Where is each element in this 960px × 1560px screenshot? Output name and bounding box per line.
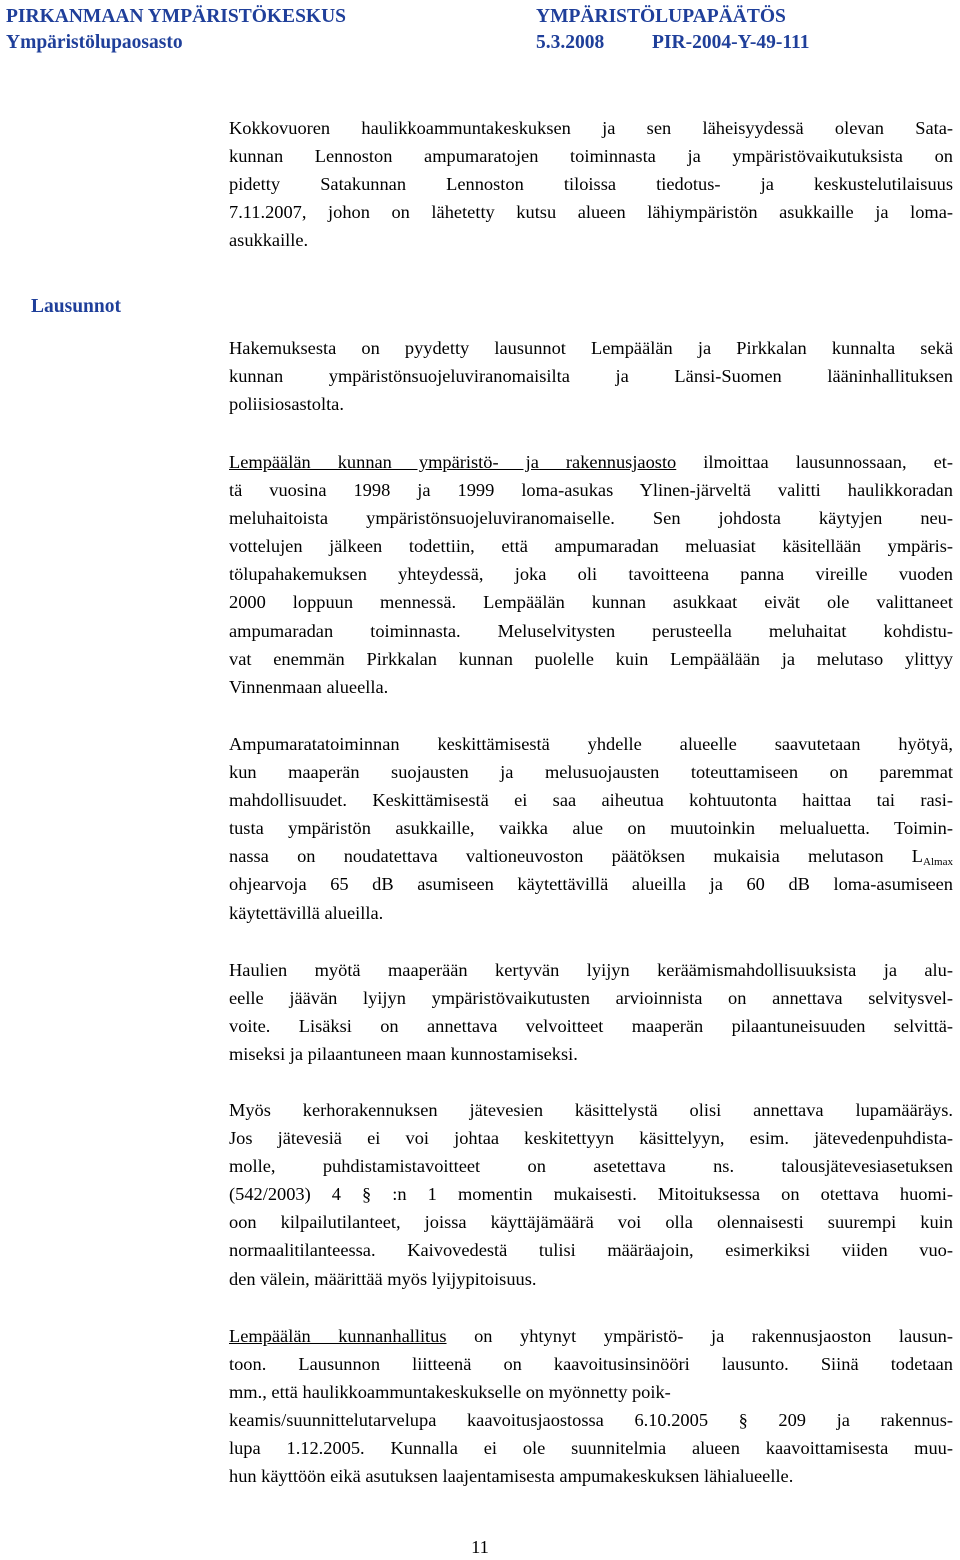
- text-run: on yhtynyt ympäristö- ja rakennusjaoston lausun-: [446, 1326, 953, 1346]
- header-reference: PIR-2004-Y-49-111: [652, 32, 810, 53]
- paragraph-7: [229, 1322, 953, 1491]
- text-line: toon. Lausunnon liitteenä on kaavoitusinsinööri lausunto. Siinä todetaan: [229, 1354, 953, 1375]
- text-line: meluhaitoista ympäristönsuojeluviranomaiselle. Sen johdosta käytyjen neu-: [229, 508, 953, 529]
- paragraph-6: [229, 1096, 953, 1293]
- text-line: den välein, määrittää myös lyijypitoisuus.: [229, 1268, 537, 1289]
- text-line: pidetty Satakunnan Lennoston tiloissa tiedotus- ja keskustelutilaisuus: [229, 174, 953, 195]
- header-department: Ympäristölupaosasto: [6, 32, 183, 53]
- text-line: tusta ympäristön asukkaille, vaikka alue on muutoinkin melualuetta. Toimin-: [229, 818, 953, 839]
- text-line: voite. Lisäksi on annettava velvoitteet maaperän pilaantuneisuuden selvittä-: [229, 1016, 953, 1037]
- header-doc-type: YMPÄRISTÖLUPAPÄÄTÖS: [536, 6, 786, 27]
- section-heading-lausunnot: Lausunnot: [31, 296, 121, 317]
- text-line: ohjearvoja 65 dB asumiseen käytettävillä alueilla ja 60 dB loma-asumiseen: [229, 874, 953, 895]
- text-line: [229, 448, 953, 476]
- page-header: [6, 4, 954, 56]
- text-line: Ampumaratatoiminnan keskittämisestä yhdelle alueelle saavutetaan hyötyä,: [229, 734, 953, 754]
- text-line: miseksi ja pilaantuneen maan kunnostamiseksi.: [229, 1044, 578, 1065]
- text-line: poliisiosastolta.: [229, 394, 344, 415]
- text-line: normaalitilanteessa. Kaivovedestä tulisi määräajoin, esimerkiksi viiden vuo-: [229, 1240, 953, 1261]
- text-line: mahdollisuudet. Keskittämisestä ei saa aiheutua kohtuutonta haittaa tai rasi-: [229, 790, 953, 811]
- paragraph-1: [229, 114, 953, 254]
- page-number: 11: [471, 1537, 489, 1557]
- text-line: tölupahakemuksen yhteydessä, joka oli tavoitteena panna vireille vuoden: [229, 564, 953, 585]
- text-line: ampumaradan toiminnasta. Meluselvitysten perusteella meluhaitat kohdistu-: [229, 620, 953, 641]
- subscript: Almax: [923, 856, 953, 869]
- text-line: Haulien myötä maaperään kertyvän lyijyn keräämismahdollisuuksista ja alu-: [229, 960, 953, 980]
- paragraph-3: [229, 448, 953, 701]
- text-line: kunnan Lennoston ampumaratojen toiminnasta ja ympäristövaikutuksista on: [229, 146, 953, 167]
- text-line: kun maaperän suojausten ja melusuojausten toteuttamiseen on paremmat: [229, 762, 953, 783]
- text-line: [229, 842, 953, 870]
- text-line: asukkaille.: [229, 230, 309, 251]
- paragraph-2: [229, 334, 953, 418]
- header-date: 5.3.2008: [536, 32, 605, 53]
- text-line: hun käyttöön eikä asutuksen laajentamisesta ampumakeskuksen lähialueelle.: [229, 1466, 794, 1487]
- text-line: oon kilpailutilanteet, joissa käyttäjämäärä voi olla olennaisesti suurempi kuin: [229, 1212, 953, 1233]
- underlined-term: Lempäälän kunnan ympäristö- ja rakennusjaosto: [229, 452, 677, 472]
- text-line: Vinnenmaan alueella.: [229, 676, 389, 697]
- text-run: nassa on noudatettava valtioneuvoston päätöksen mukaisia melutason L: [229, 846, 924, 867]
- text-line: vottelujen jälkeen todettiin, että ampumaradan meluasiat käsitellään ympäris-: [229, 536, 953, 557]
- text-line: Myös kerhorakennuksen jätevesien käsittelystä olisi annettava lupamääräys.: [229, 1100, 953, 1120]
- text-line: Jos jätevesiä ei voi johtaa keskitettyyn käsittelyyn, esim. jätevedenpuhdista-: [229, 1128, 953, 1149]
- text-line: lupa 1.12.2005. Kunnalla ei ole suunnitelmia alueen kaavoittamisesta muu-: [229, 1438, 953, 1459]
- text-line: 2000 loppuun mennessä. Lempäälän kunnan asukkaat eivät ole valittaneet: [229, 592, 953, 613]
- underlined-term: Lempäälän kunnanhallitus: [229, 1326, 447, 1346]
- text-line: Kokkovuoren haulikkoammuntakeskuksen ja sen läheisyydessä olevan Sata-: [229, 118, 953, 138]
- text-line: Hakemuksesta on pyydetty lausunnot Lempäälän ja Pirkkalan kunnalta sekä: [229, 338, 953, 358]
- text-line: eelle jäävän lyijyn ympäristövaikutusten arvioinnista on annettava selvitysvel-: [229, 988, 953, 1009]
- text-line: mm., että haulikkoammuntakeskukselle on myönnetty poik-: [229, 1382, 671, 1403]
- paragraph-4: [229, 730, 953, 927]
- text-line: kunnan ympäristönsuojeluviranomaisilta ja Länsi-Suomen lääninhallituksen: [229, 366, 953, 387]
- text-line: tä vuosina 1998 ja 1999 loma-asukas Ylinen-järveltä valitti haulikkoradan: [229, 480, 953, 501]
- text-line: vat enemmän Pirkkalan kunnan puolelle kuin Lempäälään ja melutaso ylittyy: [229, 648, 953, 669]
- text-line: molle, puhdistamistavoitteet on asetettava ns. talousjätevesiasetuksen: [229, 1156, 953, 1177]
- text-line: (542/2003) 4 § :n 1 momentin mukaisesti. Mitoituksessa on otettava huomi-: [229, 1184, 953, 1205]
- text-run: ilmoittaa lausunnossaan, et-: [676, 452, 953, 472]
- text-line: käytettävillä alueilla.: [229, 902, 384, 923]
- header-org: PIRKANMAAN YMPÄRISTÖKESKUS: [6, 6, 347, 27]
- paragraph-5: [229, 956, 953, 1068]
- text-line: [229, 1322, 953, 1350]
- text-line: keamis/suunnittelutarvelupa kaavoitusjaostossa 6.10.2005 § 209 ja rakennus-: [229, 1410, 953, 1431]
- text-line: 7.11.2007, johon on lähetetty kutsu alueen lähiympäristön asukkaille ja loma-: [229, 202, 953, 223]
